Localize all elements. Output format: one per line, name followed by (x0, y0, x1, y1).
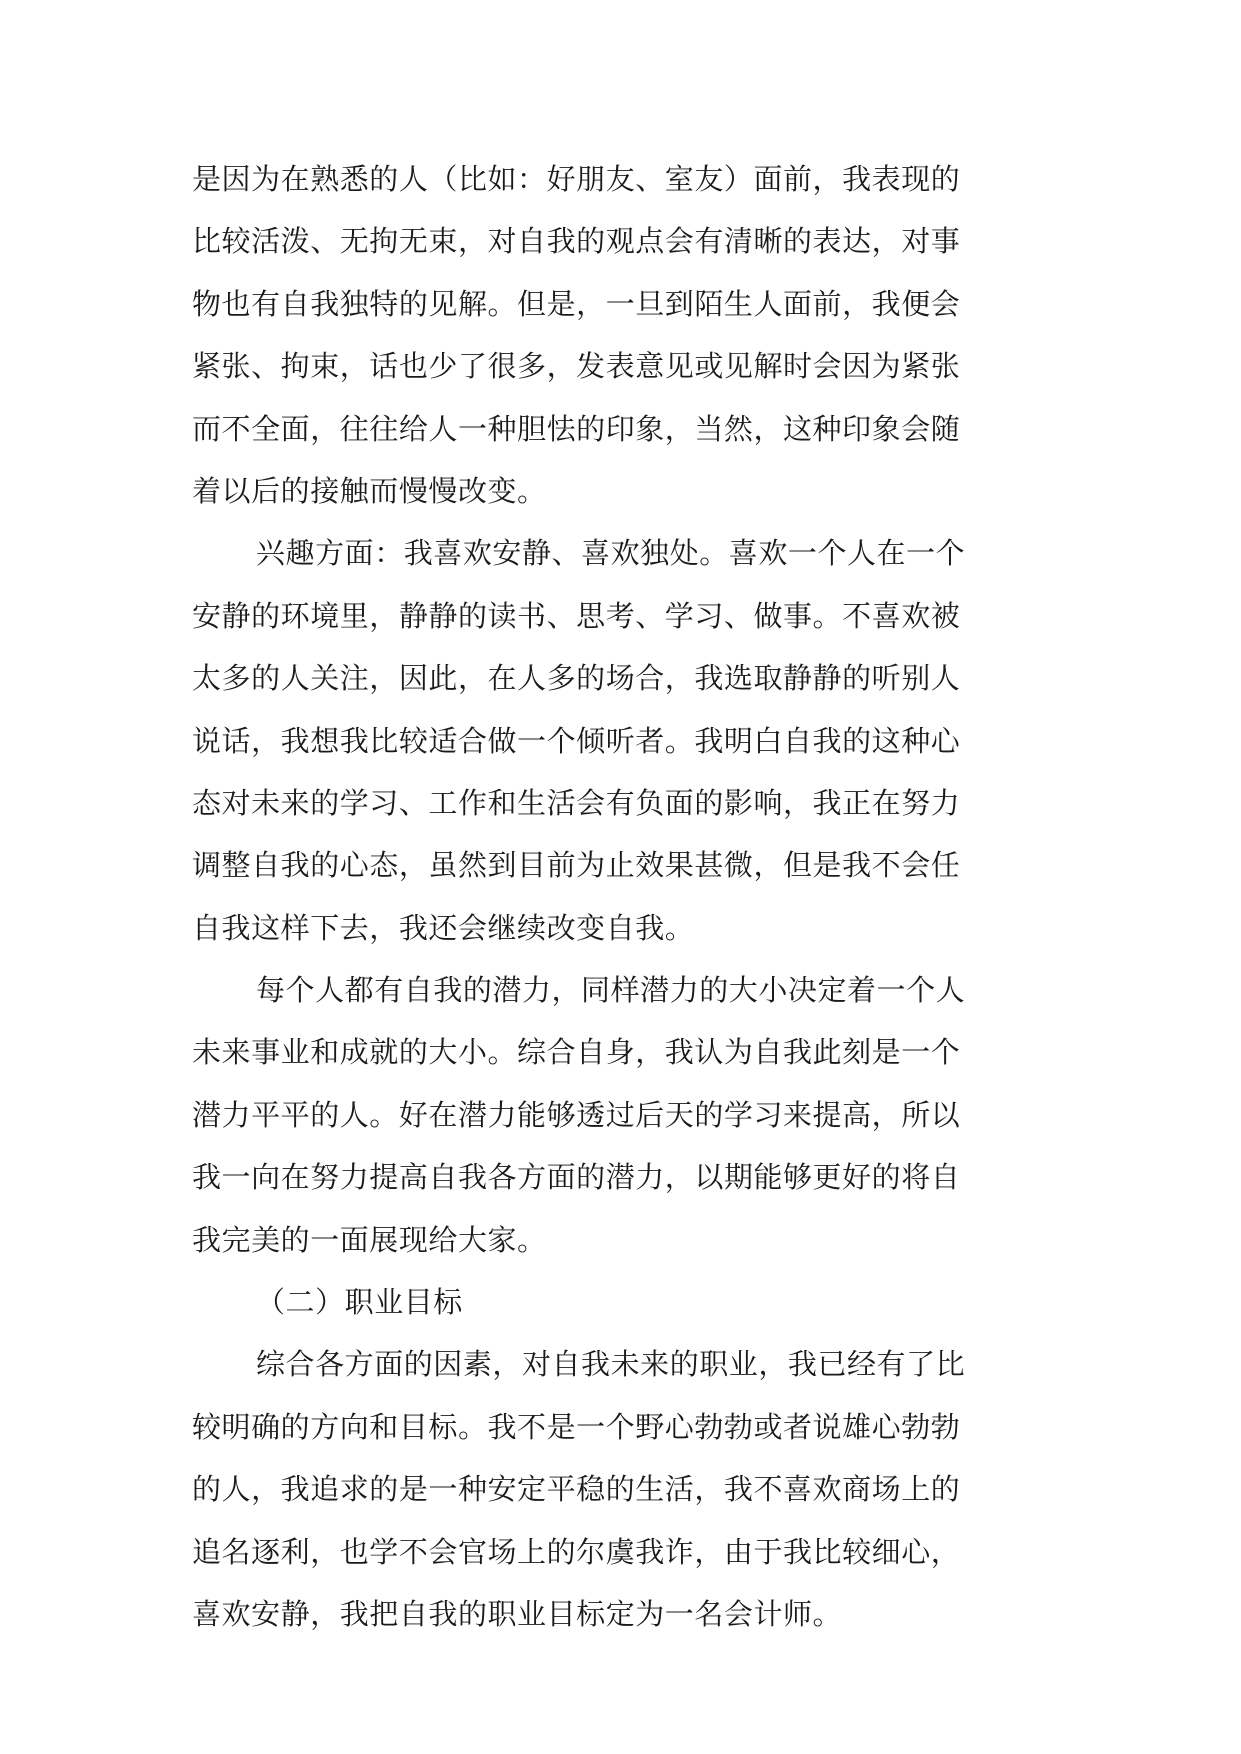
text-line: 而不全面，往往给人一种胆怯的印象，当然，这种印象会随 (192, 411, 961, 446)
paragraph-career-goal (192, 1333, 1052, 1645)
section-heading-text: （二）职业目标 (256, 1285, 463, 1320)
text-line: 我一向在努力提高自我各方面的潜力，以期能够更好的将自 (192, 1160, 961, 1195)
text-line: 物也有自我独特的见解。但是，一旦到陌生人面前，我便会 (192, 286, 961, 321)
text-line: 着以后的接触而慢慢改变。 (192, 473, 547, 508)
text-line: 的人，我追求的是一种安定平稳的生活，我不喜欢商场上的 (192, 1472, 961, 1507)
text-line: 每个人都有自我的潜力，同样潜力的大小决定着一个人 (256, 973, 966, 1008)
text-line: 比较活泼、无拘无束，对自我的观点会有清晰的表达，对事 (192, 224, 961, 259)
paragraph-interests (192, 522, 1052, 959)
text-line: 自我这样下去，我还会继续改变自我。 (192, 910, 695, 945)
text-line: 太多的人关注，因此，在人多的场合，我选取静静的听别人 (192, 661, 961, 696)
text-line: 我完美的一面展现给大家。 (192, 1222, 547, 1257)
text-line: 紧张、拘束，话也少了很多，发表意见或见解时会因为紧张 (192, 349, 961, 384)
text-line: 综合各方面的因素，对自我未来的职业，我已经有了比 (256, 1347, 966, 1382)
text-line: 较明确的方向和目标。我不是一个野心勃勃或者说雄心勃勃 (192, 1409, 961, 1444)
text-line: 说话，我想我比较适合做一个倾听者。我明白自我的这种心 (192, 723, 961, 758)
text-line: 兴趣方面：我喜欢安静、喜欢独处。喜欢一个人在一个 (256, 536, 966, 571)
document-body (192, 148, 1052, 1645)
section-heading (192, 1271, 1052, 1333)
text-line: 追名逐利，也学不会官场上的尔虞我诈，由于我比较细心， (192, 1534, 961, 1569)
text-line: 喜欢安静，我把自我的职业目标定为一名会计师。 (192, 1596, 843, 1631)
text-line: 安静的环境里，静静的读书、思考、学习、做事。不喜欢被 (192, 598, 961, 633)
text-line: 调整自我的心态，虽然到目前为止效果甚微，但是我不会任 (192, 848, 961, 883)
paragraph-potential (192, 959, 1052, 1271)
text-line: 态对未来的学习、工作和生活会有负面的影响，我正在努力 (192, 785, 961, 820)
paragraph-continuation (192, 148, 1052, 522)
text-line: 潜力平平的人。好在潜力能够透过后天的学习来提高，所以 (192, 1097, 961, 1132)
text-line: 未来事业和成就的大小。综合自身，我认为自我此刻是一个 (192, 1035, 961, 1070)
text-line: 是因为在熟悉的人（比如：好朋友、室友）面前，我表现的 (192, 162, 961, 196)
